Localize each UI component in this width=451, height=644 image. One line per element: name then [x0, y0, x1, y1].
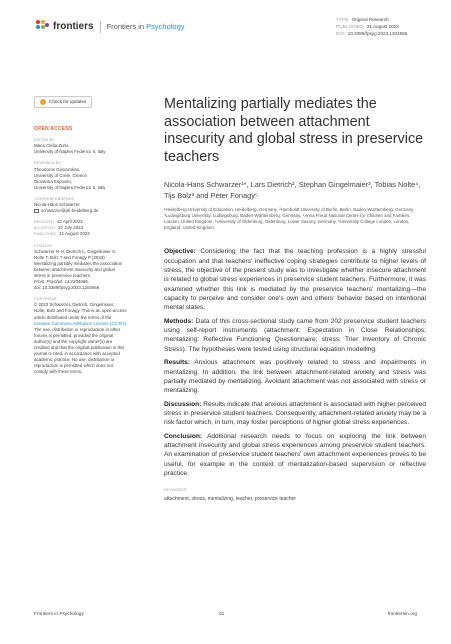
editor-affil: University of Naples Federico II, Italy	[34, 149, 106, 155]
received-date: 12 April 2023	[56, 219, 83, 225]
abstract-conclusion: Conclusion: Additional research needs to focus on exploring the link between attachment insecurity and global stress experiences among preservice student teachers. An examination of preservice student teachers' own attachment experiences proves to be useful, for example in the context of mentalization-based supervision or reflective practice.	[164, 432, 426, 477]
reviewer-2-name: Giovanna Esposito,	[34, 178, 73, 184]
abstract-results: Results: Anxious attachment was positively related to stress and impairments in mentalizing. In addition, the link between attachment-related anxiety and stress was partially mediated by mentalizing. Avoidant attachment was not associated with stress or mentalizing.	[164, 359, 426, 395]
correspondence-email-row[interactable]	[34, 208, 154, 214]
abstract-discussion: Discussion: Results indicate that anxious attachment is associated with higher perceived stress in preservice student teachers. Consequently, attachment-related anxiety may be a risk factor which, in turn, may foster perceptions of higher global stress experiences.	[164, 400, 426, 427]
editor-name: Maria Clelia Zurlo,	[34, 143, 70, 149]
keywords-label: KEYWORDS	[164, 488, 187, 493]
journal-name: Frontiers in Psychology	[106, 22, 185, 31]
accepted-date: 27 July 2023	[58, 225, 84, 231]
refresh-icon	[40, 99, 46, 105]
page-number: 01	[219, 612, 225, 617]
correspondence-email[interactable]: schwarzer@ph-heidelberg.de	[41, 208, 99, 214]
meta-published: PUBLISHED 21 August 2023	[336, 24, 399, 29]
reviewer-1-name: Theodoros Giovazolias,	[34, 166, 81, 172]
correspondence-label: *CORRESPONDENCE	[34, 196, 75, 201]
received-label: RECEIVED	[34, 220, 54, 225]
edited-by-label: EDITED BY	[34, 138, 55, 143]
logo-divider	[100, 21, 101, 33]
affiliations: ¹Heidelberg University of Education, Heidelberg, Germany, ²Humboldt University of Berlin, Berlin, Baden-Wurttemberg, Germany, ³Ludwigsburg University, Ludwigsburg, Baden-Württemberg, Germany, ⁴Anna Freud National Centre for Children and Families, London, United Kingdom, ⁵University of Oldenburg, Oldenburg, Lower Saxony, Germany, ⁵University College London, London, England, United Kingdom	[164, 207, 415, 231]
keywords: attachment, stress, mentalizing, teacher, preservice teacher	[164, 496, 297, 503]
frontiers-logo[interactable]	[36, 20, 185, 33]
footer-journal: Frontiers in Psychology	[34, 612, 84, 617]
copyright-label: COPYRIGHT	[34, 297, 58, 302]
brand-name: frontiers	[53, 21, 94, 32]
published-label: PUBLISHED	[34, 232, 57, 237]
author-list: Nicola-Hans Schwarzer¹*, Lars Dietrich², Stephan Gingelmaier³, Tobias Nolte⁴, Tijs Bolz³ and Peter Fonagy⁵	[164, 180, 421, 200]
open-access-label: OPEN ACCESS	[34, 126, 73, 133]
reviewer-1-affil: University of Crete, Greece	[34, 172, 87, 178]
correspondence-name: Nicola-Hans Schwarzer	[34, 202, 80, 208]
meta-type: TYPE Original Research	[336, 17, 389, 22]
accepted-label: ACCEPTED	[34, 226, 56, 231]
meta-doi: DOI 10.3389/fpsyg.2023.1204666	[336, 31, 408, 36]
envelope-icon	[34, 209, 39, 213]
check-updates-button[interactable]	[34, 96, 92, 108]
footer-site-link[interactable]: frontiersin.org	[387, 612, 417, 617]
reviewer-2-affil: University of Naples Federico II, Italy	[34, 184, 106, 190]
citation-text: Schwarzer N-H, Dietrich L, Gingelmaier S, Nolte T, Bolz T and Fonagy P (2023) Mentalizing partially mediates the association between attachment insecurity and global stress in preservice teachers. Front. Psychol. 14:1204666. doi: 10.3389/fpsyg.2023.1204666	[34, 248, 123, 291]
frontiers-logo-icon	[36, 20, 49, 33]
reviewed-by-label: REVIEWED BY	[34, 161, 62, 166]
published-date: 21 August 2023	[59, 231, 90, 237]
abstract-methods: Methods: Data of this cross-sectional study came from 202 preservice student teachers using self-report instruments (attachment: Expectation in Close Relationships; mentalizing: Reflective Functioning Questionnaire; stress: Trier Inventory of Chronic Stress). The hypotheses were tested using structural equation modelling.	[164, 317, 426, 353]
abstract-objective: Objective: Considering the fact that the teaching profession is a highly stressful occupation and that teachers' ineffective coping strategies contribute to higher levels of stress, the objective of the present study was to investigate whether insecure attachment is related to global stress experiences in preservice student teachers. Furthermore, it was examined whether this link is mediated by the preservice teachers' mentalizing—the capacity to perceive and consider one's own and others' behavior based on intentional mental states.	[164, 248, 426, 312]
citation-label: CITATION	[34, 243, 52, 248]
article-meta	[336, 16, 407, 37]
page-header	[36, 14, 418, 44]
cc-license-link[interactable]: Creative Commons Attribution License (CC BY).	[34, 320, 128, 326]
article-main	[164, 96, 426, 502]
check-updates-label: Check for updates	[49, 99, 87, 104]
article-title: Mentalizing partially mediates the association between attachment insecurity and global stress in preservice teachers	[164, 96, 424, 165]
copyright-text: © 2023 Schwarzer, Dietrich, Gingelmaier, Nolte, Bolz and Fonagy. This is an open-access article distributed under the terms of the Creative Commons Attribution License (CC BY). The use, distribution or reproduction in other forums is permitted, provided the original author(s) and the copyright owner(s) are credited and that the original publication in this journal is cited, in accordance with accepted academic practice. No use, distribution or reproduction is permitted which does not comply with these terms.	[34, 302, 154, 375]
dates-block	[34, 219, 154, 237]
article-sidebar	[34, 96, 154, 375]
